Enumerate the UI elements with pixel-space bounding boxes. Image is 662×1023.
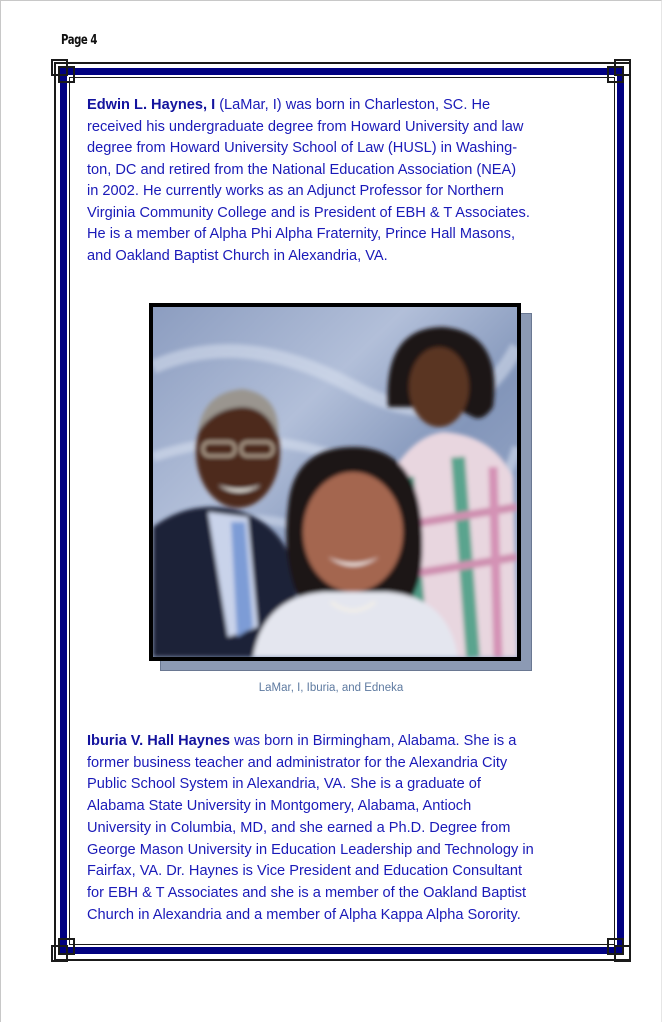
bio-edwin-line-5: in 2002. He currently works as an Adjunct Professor for Northern [87,183,504,199]
corner-ornament-top-right [607,59,633,85]
bio-iburia-line-2: former business teacher and administrator for the Alexandria City [87,754,508,771]
family-photo [149,303,521,661]
bio-edwin-line-3: degree from Howard University School of Law (HUSL) in Washing- [87,140,518,156]
bio-iburia-name: Iburia V. Hall Haynes [87,733,231,749]
bio-iburia-line-9: Church in Alexandria and a member of Alpha Kappa Alpha Sorority. [87,906,521,923]
bio-edwin-line-7: He is a member of Alpha Phi Alpha Fraternity, Prince Hall Masons, [87,226,515,242]
bio-iburia-line-5: University in Columbia, MD, and she earned a Ph.D. Degree from [87,819,511,836]
family-portrait-illustration [153,307,517,657]
photo-caption: LaMar, I, Iburia, and Edneka [258,682,404,694]
bio-iburia [87,731,612,926]
page-number: Page 4 [61,33,97,48]
corner-ornament-top-left [51,59,77,85]
bio-iburia-line-4: Alabama State University in Montgomery, Alabama, Antioch [87,798,472,815]
bio-edwin [87,95,607,267]
bio-edwin-line-1: (LaMar, I) was born in Charleston, SC. He [215,97,491,113]
bio-edwin-line-8: and Oakland Baptist Church in Alexandria, VA. [87,247,388,264]
bio-edwin-name: Edwin L. Haynes, I [87,97,216,113]
bio-edwin-line-6: Virginia Community College and is President of EBH & T Associates. [87,204,530,221]
bio-iburia-line-3: Public School System in Alexandria, VA. She is a graduate of [87,776,481,793]
bio-iburia-line-1: was born in Birmingham, Alabama. She is a [230,733,517,749]
bio-iburia-line-8: for EBH & T Associates and she is a member of the Oakland Baptist [87,884,527,901]
bio-iburia-line-6: George Mason University in Education Leadership and Technology in [87,841,534,858]
bio-iburia-line-7: Fairfax, VA. Dr. Haynes is Vice President and Education Consultant [87,863,523,880]
bio-edwin-line-2: received his undergraduate degree from Howard University and law [87,118,524,135]
corner-ornament-bottom-right [607,938,633,964]
corner-ornament-bottom-left [51,938,77,964]
bio-edwin-line-4: ton, DC and retired from the National Education Association (NEA) [87,161,517,178]
